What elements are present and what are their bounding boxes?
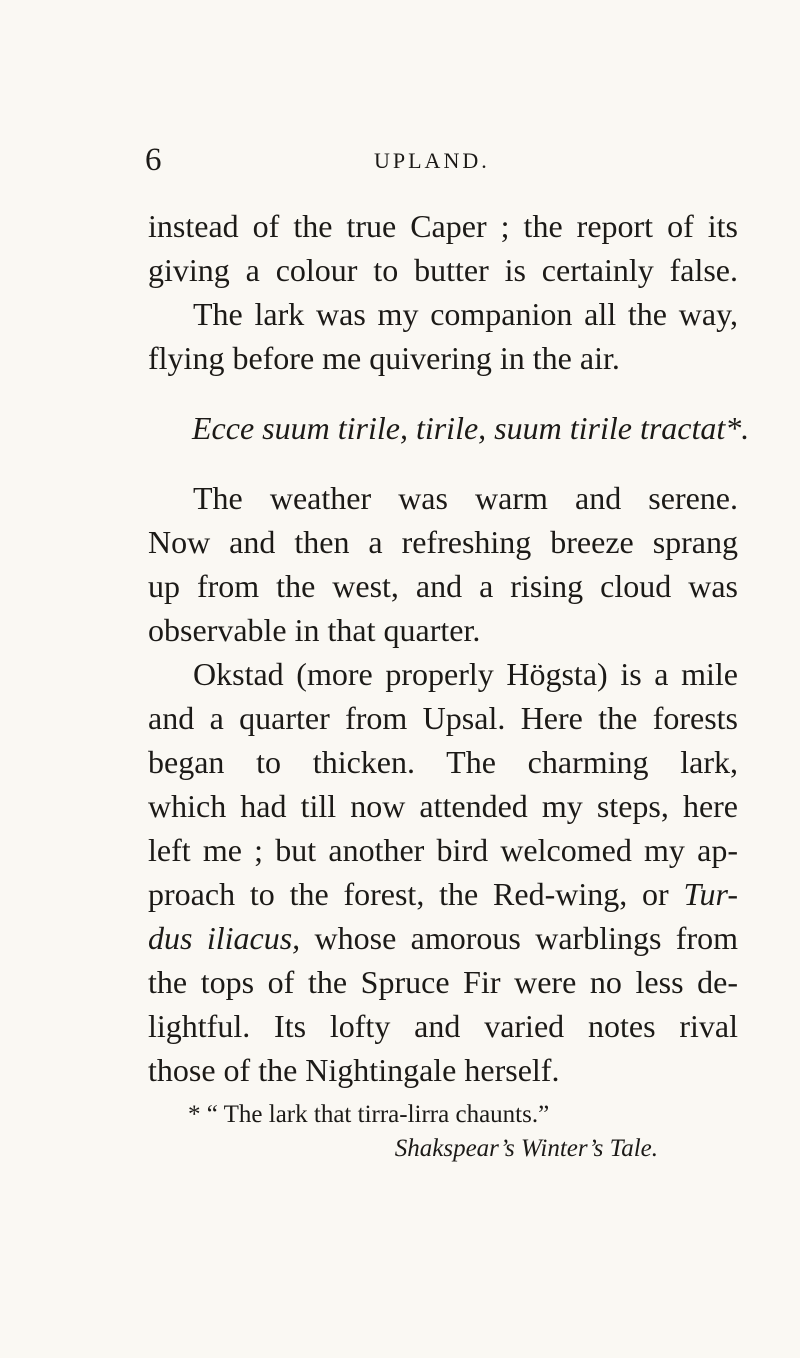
text-line: Now and then a refreshing breeze sprang — [148, 524, 738, 560]
text-line: instead of the true Caper ; the report of its — [148, 208, 738, 244]
italic-fragment: Tur- — [683, 876, 738, 912]
text-line-iliacus — [148, 916, 738, 960]
text-line: began to thicken. The charming lark, — [148, 744, 738, 780]
text-line: and a quarter from Upsal. Here the forests — [148, 700, 738, 736]
text-line: left me ; but another bird welcomed my ap- — [148, 832, 738, 868]
text-line: up from the west, and a rising cloud was — [148, 568, 738, 604]
text-line: the tops of the Spruce Fir were no less de- — [148, 964, 738, 1000]
page-number: 6 — [145, 142, 162, 178]
body-text — [148, 204, 750, 1092]
text-line-turdus — [148, 872, 738, 916]
footnote-text: * “ The lark that tirra-lirra chaunts.” — [188, 1101, 550, 1128]
text-line: giving a colour to butter is certainly false. — [148, 252, 738, 288]
italic-fragment: dus iliacus, — [148, 920, 301, 956]
text-line: those of the Nightingale herself. — [148, 1052, 560, 1088]
footnote — [188, 1098, 668, 1166]
text-line: which had till now attended my steps, here — [148, 788, 738, 824]
footnote-source: Shakspear’s Winter’s Tale. — [394, 1135, 658, 1162]
latin-quote: Ecce suum tirile, tirile, suum tirile tractat*. — [192, 410, 750, 446]
running-head: UPLAND. — [374, 148, 490, 173]
text-line: lightful. Its lofty and varied notes rival — [148, 1008, 738, 1044]
text-fragment: proach to the forest, the Red-wing, or — [148, 876, 684, 912]
text-fragment: whose amorous warblings from — [300, 920, 739, 956]
text-line: flying before me quivering in the air. — [148, 340, 620, 376]
page-header — [145, 142, 665, 182]
text-line: Okstad (more properly Högsta) is a mile — [193, 656, 738, 692]
text-line: The weather was warm and serene. — [193, 480, 738, 516]
text-line: observable in that quarter. — [148, 612, 481, 648]
text-line: The lark was my companion all the way, — [193, 296, 738, 332]
